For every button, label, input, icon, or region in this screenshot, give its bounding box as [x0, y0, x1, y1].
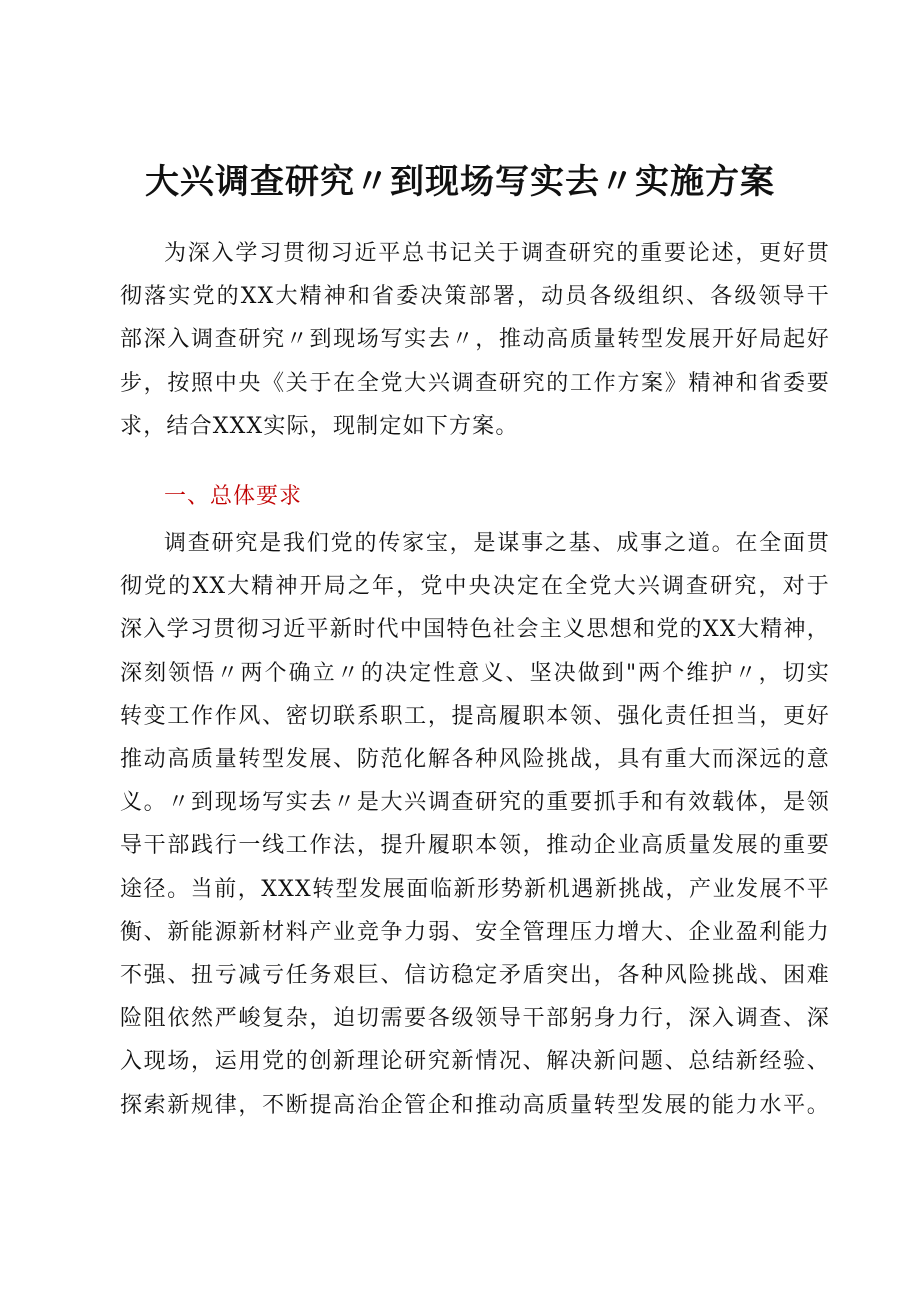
intro-paragraph — [120, 232, 830, 448]
paragraph-line: 导干部践行一线工作法，提升履职本领，推动企业高质量发展的重要 — [120, 833, 830, 859]
paragraph-line: 转变工作作风、密切联系职工，提高履职本领、强化责任担当，更好 — [120, 703, 830, 729]
paragraph-line: 险阻依然严峻复杂，迫切需要各级领导干部躬身力行，深入调查、深 — [120, 1006, 830, 1032]
document-title: 大兴调查研究〃到现场写实去〃实施方案 — [145, 162, 775, 202]
paragraph-line: 衡、新能源新材料产业竞争力弱、安全管理压力增大、企业盈利能力 — [120, 919, 830, 945]
paragraph-line: 途径。当前，XXX转型发展面临新形势新机遇新挑战，产业发展不平 — [120, 876, 830, 902]
paragraph-line: 探索新规律，不断提高治企管企和推动高质量转型发展的能力水平。 — [120, 1092, 830, 1118]
paragraph-line: 义。〃到现场写实去〃是大兴调查研究的重要抓手和有效载体，是领 — [120, 790, 830, 816]
intro-line: 步，按照中央《关于在全党大兴调查研究的工作方案》精神和省委要 — [120, 370, 830, 396]
paragraph-line: 深入学习贯彻习近平新时代中国特色社会主义思想和党的XX大精神， — [120, 617, 830, 643]
paragraph-line: 推动高质量转型发展、防范化解各种风险挑战，具有重大而深远的意 — [120, 747, 830, 773]
paragraph-line: 调查研究是我们党的传家宝，是谋事之基、成事之道。在全面贯 — [164, 531, 830, 556]
intro-line: 求，结合XXX实际，现制定如下方案。 — [120, 413, 519, 439]
body-paragraph — [120, 522, 830, 1127]
section-heading: 一、总体要求 — [164, 484, 303, 509]
paragraph-line: 不强、扭亏减亏任务艰巨、信访稳定矛盾突出，各种风险挑战、困难 — [120, 963, 830, 989]
intro-line: 部深入调查研究〃到现场写实去〃，推动高质量转型发展开好局起好 — [120, 327, 830, 353]
paragraph-line: 彻党的XX大精神开局之年，党中央决定在全党大兴调查研究，对于 — [120, 574, 830, 600]
paragraph-line: 入现场，运用党的创新理论研究新情况、解决新问题、总结新经验、 — [120, 1049, 830, 1075]
intro-line: 彻落实党的XX大精神和省委决策部署，动员各级组织、各级领导干 — [120, 284, 830, 310]
intro-line: 为深入学习贯彻习近平总书记关于调查研究的重要论述，更好贯 — [164, 241, 830, 266]
paragraph-line: 深刻领悟〃两个确立〃的决定性意义、坚决做到"两个维护〃，切实 — [120, 660, 830, 686]
